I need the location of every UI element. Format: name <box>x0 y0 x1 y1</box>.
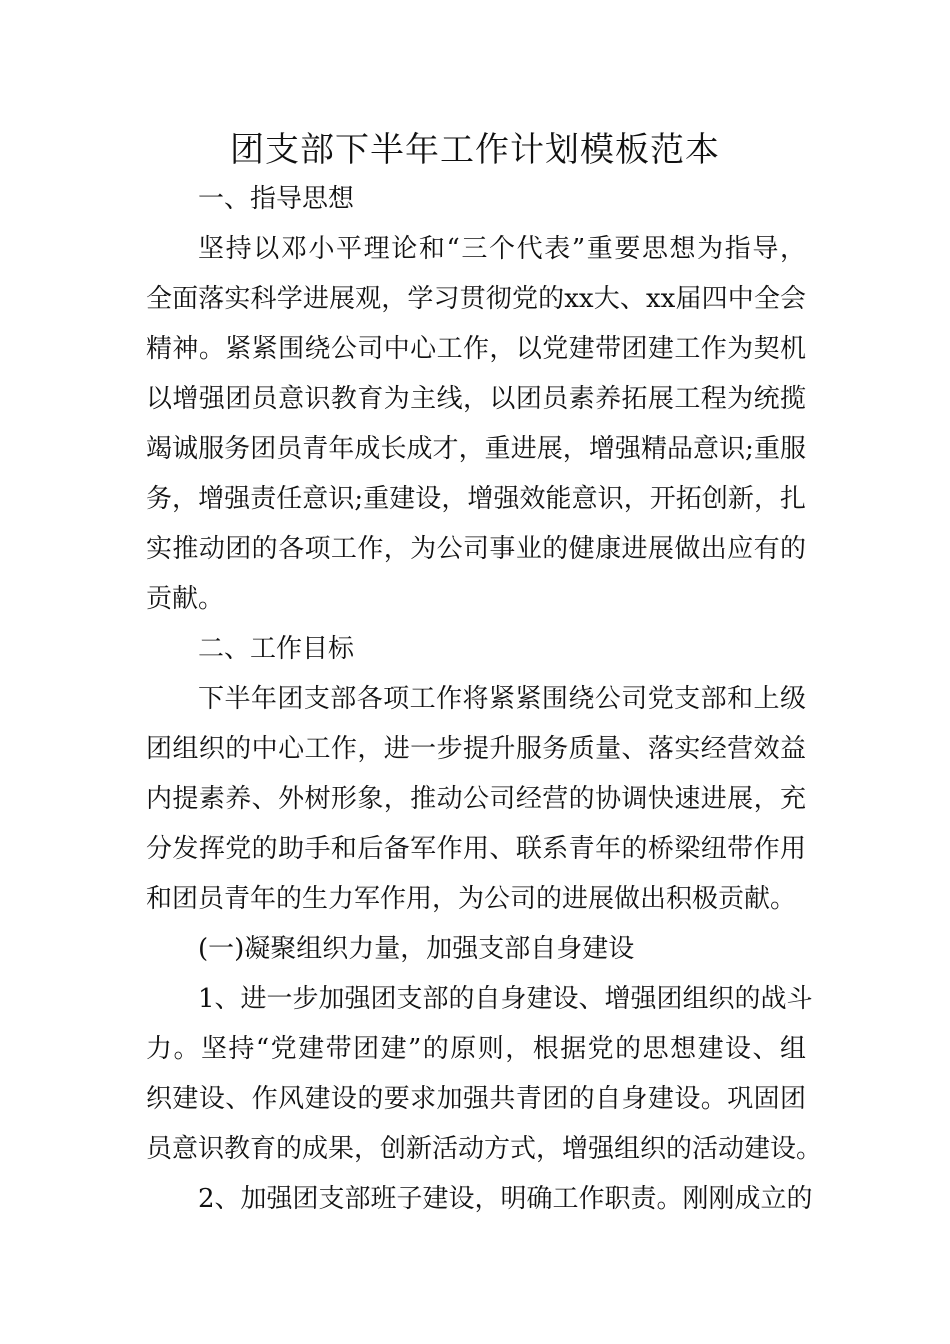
paragraph-line: 务，增强责任意识;重建设，增强效能意识，开拓创新，扎 <box>146 484 806 514</box>
paragraph-line: 力。坚持“党建带团建”的原则，根据党的思想建设、组 <box>146 1034 806 1064</box>
paragraph-line: 2、加强团支部班子建设，明确工作职责。刚刚成立的 <box>198 1184 813 1214</box>
paragraph-line: 实推动团的各项工作，为公司事业的健康进展做出应有的 <box>146 534 806 564</box>
paragraph-line: 竭诚服务团员青年成长成才，重进展，增强精品意识;重服 <box>146 434 806 464</box>
paragraph-line: 团组织的中心工作，进一步提升服务质量、落实经营效益 <box>146 734 806 764</box>
paragraph-line: 精神。紧紧围绕公司中心工作，以党建带团建工作为契机 <box>146 334 806 364</box>
section-heading-guiding-ideology: 一、指导思想 <box>198 184 355 214</box>
paragraph-line: 1、进一步加强团支部的自身建设、增强团组织的战斗 <box>198 984 813 1014</box>
paragraph-line: 分发挥党的助手和后备军作用、联系青年的桥梁纽带作用 <box>146 834 806 864</box>
paragraph-line: 内提素养、外树形象，推动公司经营的协调快速进展，充 <box>146 784 806 814</box>
paragraph-line: 坚持以邓小平理论和“三个代表”重要思想为指导， <box>198 234 806 264</box>
paragraph-line: 员意识教育的成果，创新活动方式，增强组织的活动建设。 <box>146 1134 823 1164</box>
subsection-heading: (一)凝聚组织力量，加强支部自身建设 <box>198 934 635 964</box>
paragraph-line: 织建设、作风建设的要求加强共青团的自身建设。巩固团 <box>146 1084 806 1114</box>
document-title: 团支部下半年工作计划模板范本 <box>230 130 720 170</box>
paragraph-line: 和团员青年的生力军作用，为公司的进展做出积极贡献。 <box>146 884 797 914</box>
paragraph-line: 以增强团员意识教育为主线，以团员素养拓展工程为统揽 <box>146 384 806 414</box>
paragraph-line: 全面落实科学进展观，学习贯彻党的xx大、xx届四中全会 <box>146 284 806 314</box>
paragraph-line: 贡献。 <box>146 584 225 614</box>
paragraph-line: 下半年团支部各项工作将紧紧围绕公司党支部和上级 <box>198 684 806 714</box>
section-heading-work-goals: 二、工作目标 <box>198 634 355 664</box>
